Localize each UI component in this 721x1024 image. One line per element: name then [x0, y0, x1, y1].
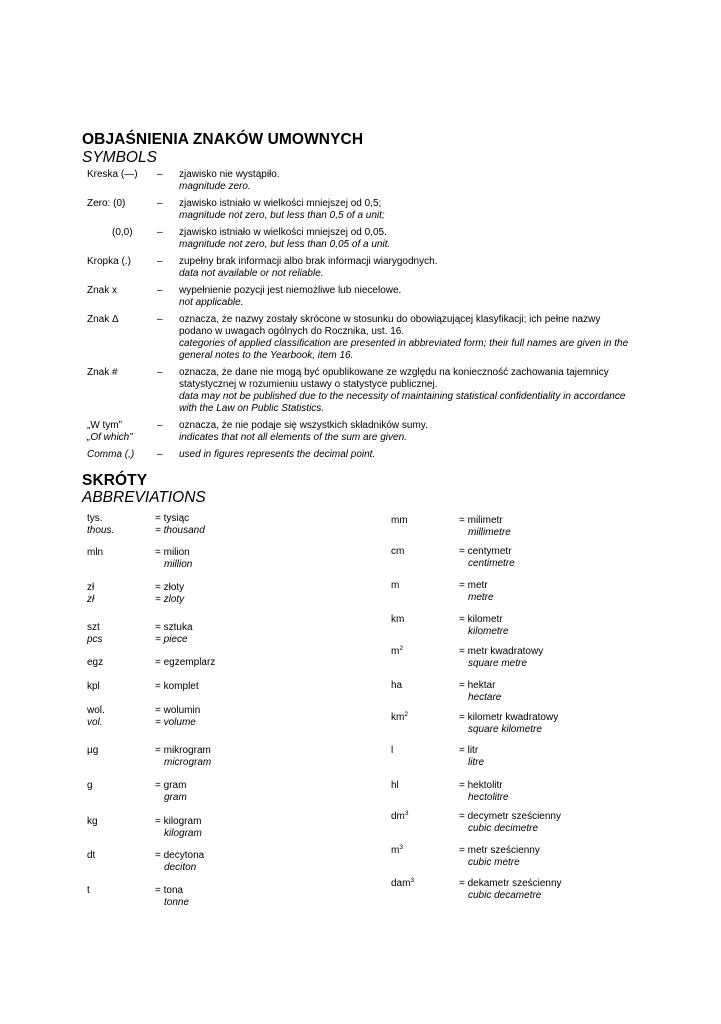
abbreviation-code: wol.	[87, 705, 105, 716]
abbreviation-definition	[155, 816, 202, 840]
abbreviation-definition-en: tonne	[164, 897, 190, 908]
abbreviation-definition	[459, 546, 515, 570]
abbreviations-subtitle: ABBREVIATIONS	[82, 489, 206, 506]
abbreviation-definition	[459, 745, 484, 769]
symbol-desc-en: not applicable.	[179, 297, 244, 308]
abbreviation-definition	[459, 878, 562, 902]
abbreviation-definition-pl: = kilogram	[155, 816, 202, 827]
symbol-desc-en: used in figures represents the decimal point.	[179, 449, 376, 460]
abbreviation-code: dt	[87, 850, 96, 861]
abbreviation-code: m	[391, 646, 400, 657]
dash: –	[157, 367, 163, 378]
abbreviation-definition-pl: = kilometr	[459, 614, 503, 625]
dash: –	[157, 285, 163, 296]
dash: –	[157, 420, 163, 431]
abbreviation-exponent: 2	[404, 711, 408, 718]
abbreviation-definition	[155, 681, 199, 693]
abbreviation-definition-pl: = hektar	[459, 680, 496, 691]
symbol-desc-en: data may not be published due to the necessity of maintaining statistical confidentiality in accordance	[179, 391, 626, 402]
symbol-desc-en: general notes to the Yearbook, item 16.	[179, 350, 354, 361]
abbreviation-code-group	[87, 513, 114, 537]
abbreviation-definition-pl: = dekametr sześcienny	[459, 878, 562, 889]
abbreviation-code-group	[87, 547, 103, 559]
symbol-row-znak-hash	[87, 367, 637, 415]
abbreviation-definition	[155, 657, 215, 669]
abbreviation-code-group	[87, 780, 93, 792]
abbreviation-definition-pl: = centymetr	[459, 546, 512, 557]
symbol-desc-en: magnitude not zero, but less than 0,5 of a unit;	[179, 210, 385, 221]
abbreviation-definition-en: = zloty	[155, 594, 185, 605]
symbol-row-zero	[87, 198, 637, 222]
symbol-desc-en: data not available or not reliable.	[179, 268, 324, 279]
abbreviation-code: kg	[87, 816, 98, 827]
abbreviation-code: dm	[391, 811, 405, 822]
symbols-subtitle: SYMBOLS	[82, 149, 157, 166]
abbreviation-code-group	[87, 657, 103, 669]
dash: –	[157, 449, 163, 460]
symbol-desc-pl: zjawisko istniało w wielkości mniejszej od 0,05.	[179, 227, 387, 238]
abbreviation-definition	[155, 513, 205, 537]
symbol-label-en: „Of which”	[87, 432, 133, 443]
abbreviation-code: µg	[87, 745, 99, 756]
abbreviation-definition-pl: = tona	[155, 885, 184, 896]
abbreviation-definition-en: million	[164, 559, 193, 570]
abbreviation-definition-pl: = metr kwadratowy	[459, 646, 544, 657]
abbreviation-code-group	[87, 705, 105, 729]
symbol-desc-en: indicates that not all elements of the sum are given.	[179, 432, 407, 443]
abbreviation-definition-pl: = milimetr	[459, 515, 503, 526]
abbreviation-definition	[459, 614, 509, 638]
abbreviation-definition	[459, 680, 501, 704]
dash: –	[157, 314, 163, 325]
symbol-label: „W tym”	[87, 420, 122, 431]
abbreviation-definition	[459, 580, 494, 604]
symbol-desc-pl: statystycznej w rozumieniu ustawy o statystyce publicznej.	[179, 379, 438, 390]
abbreviation-definition-pl: = metr sześcienny	[459, 845, 540, 856]
abbreviation-code-group	[87, 850, 95, 862]
symbol-desc-en: with the Law on Public Statistics.	[179, 403, 325, 414]
abbreviation-code-en: vol.	[87, 717, 103, 728]
abbreviation-definition-pl: = metr	[459, 580, 488, 591]
abbreviation-code: hl	[391, 780, 399, 791]
abbreviation-definition-en: = thousand	[155, 525, 205, 536]
abbreviation-definition-en: deciton	[164, 862, 197, 873]
abbreviation-definition-en: cubic metre	[468, 857, 520, 868]
symbol-desc-en: magnitude zero.	[179, 181, 251, 192]
abbreviation-definition-en: gram	[164, 792, 187, 803]
abbreviation-definition	[155, 547, 192, 571]
abbreviation-definition-pl: = egzemplarz	[155, 657, 216, 668]
dash: –	[157, 198, 163, 209]
abbreviation-code: kpl	[87, 681, 100, 692]
abbreviation-code-group	[87, 681, 100, 693]
abbreviation-code: t	[87, 885, 90, 896]
abbreviation-code-group	[391, 811, 409, 823]
symbol-desc-pl: zjawisko istniało w wielkości mniejszej od 0,5;	[179, 198, 382, 209]
abbreviation-definition-en: millimetre	[468, 527, 511, 538]
abbreviation-definition	[155, 705, 200, 729]
abbreviation-code: m	[391, 845, 400, 856]
abbreviation-code-group	[87, 885, 90, 897]
symbol-row-znak-x	[87, 285, 637, 309]
abbreviation-definition	[155, 622, 193, 646]
abbreviation-exponent: 3	[404, 810, 409, 817]
abbreviation-code: g	[87, 780, 93, 791]
abbreviation-code: km	[391, 712, 405, 723]
abbreviation-code-en: thous.	[87, 525, 115, 536]
abbreviation-definition-en: kilometre	[468, 626, 509, 637]
abbreviation-code: dam	[391, 878, 411, 889]
abbreviation-definition-en: hectare	[468, 692, 502, 703]
dash: –	[157, 227, 163, 238]
abbreviation-definition-pl: = komplet	[155, 681, 199, 692]
abbreviation-definition-en: microgram	[164, 757, 212, 768]
abbreviation-definition-pl: = kilometr kwadratowy	[459, 712, 559, 723]
abbreviation-code: mm	[391, 515, 408, 526]
abbreviation-definition-en: kilogram	[164, 828, 202, 839]
abbreviation-definition-pl: = tysiąc	[155, 513, 190, 524]
abbreviation-code: szt	[87, 622, 100, 633]
abbreviation-code-group	[391, 515, 408, 527]
symbol-desc-pl: oznacza, że nazwy zostały skrócone w stosunku do obowiązującej klasyfikacji; ich pełne nazwy	[179, 314, 601, 325]
abbreviation-definition	[155, 780, 187, 804]
abbreviation-definition-en: square metre	[468, 658, 527, 669]
abbreviation-code-en: pcs	[87, 634, 103, 645]
abbreviation-code-group	[87, 745, 98, 757]
abbreviation-definition-pl: = złoty	[155, 582, 185, 593]
abbreviations-title: SKRÓTY	[82, 472, 148, 489]
abbreviation-code: egz	[87, 657, 104, 668]
abbreviation-code-group	[391, 712, 408, 724]
dash: –	[157, 169, 163, 180]
abbreviation-code-group	[87, 622, 103, 646]
symbol-desc-pl: zjawisko nie wystąpiło.	[179, 169, 280, 180]
abbreviation-definition	[459, 712, 558, 736]
symbol-row-kreska	[87, 169, 637, 193]
symbol-label: Kropka (.)	[87, 256, 131, 267]
symbol-desc-pl: podano w uwagach ogólnych do Rocznika, ust. 16.	[179, 326, 405, 337]
abbreviation-definition-en: centimetre	[468, 558, 515, 569]
abbreviation-exponent: 2	[399, 645, 403, 652]
abbreviation-exponent: 3	[399, 844, 403, 851]
abbreviation-definition-pl: = wolumin	[155, 705, 201, 716]
abbreviation-code: m	[391, 580, 400, 591]
symbol-desc-en: categories of applied classification are presented in abbreviated form; their full names are given in the	[179, 338, 629, 349]
abbreviation-definition	[459, 780, 509, 804]
abbreviation-definition-pl: = mikrogram	[155, 745, 211, 756]
abbreviation-definition	[459, 646, 543, 670]
symbol-row-zero-decimal	[87, 227, 637, 251]
symbols-title: OBJAŚNIENIA ZNAKÓW UMOWNYCH	[82, 131, 364, 148]
symbol-label: Znak Δ	[87, 314, 119, 325]
symbol-row-comma	[87, 449, 637, 461]
dash: –	[157, 256, 163, 267]
symbol-label: Znak x	[87, 285, 118, 296]
abbreviation-definition	[459, 845, 540, 869]
abbreviation-definition	[155, 850, 204, 874]
symbol-row-w-tym	[87, 420, 637, 444]
abbreviation-definition-pl: = hektolitr	[459, 780, 503, 791]
abbreviation-code-group	[87, 582, 94, 606]
abbreviation-code-group	[391, 745, 393, 757]
abbreviation-code-group	[391, 580, 399, 592]
abbreviation-definition-en: cubic decametre	[468, 890, 542, 901]
abbreviation-code: l	[391, 745, 394, 756]
symbol-label: Zero: (0)	[87, 198, 126, 209]
abbreviation-code: km	[391, 614, 405, 625]
abbreviation-code-group	[391, 878, 414, 890]
abbreviation-definition-en: square kilometre	[468, 724, 542, 735]
abbreviation-code-group	[87, 816, 98, 828]
abbreviation-code-group	[391, 646, 403, 658]
abbreviation-code-group	[391, 680, 402, 692]
abbreviation-definition	[155, 885, 189, 909]
symbol-label: (0,0)	[112, 227, 133, 238]
symbol-desc-pl: zupełny brak informacji albo brak informacji wiarygodnych.	[179, 256, 438, 267]
abbreviation-code: tys.	[87, 513, 103, 524]
symbol-desc-pl: oznacza, że nie podaje się wszystkich składników sumy.	[179, 420, 428, 431]
abbreviation-definition-en: metre	[468, 592, 494, 603]
abbreviation-code: zł	[87, 582, 95, 593]
abbreviation-definition-pl: = sztuka	[155, 622, 193, 633]
abbreviation-definition	[155, 582, 184, 606]
abbreviation-definition	[155, 745, 211, 769]
abbreviation-definition-en: = piece	[155, 634, 188, 645]
abbreviation-definition-en: litre	[468, 757, 485, 768]
abbreviation-definition-en: cubic decimetre	[468, 823, 539, 834]
abbreviation-definition-pl: = milion	[155, 547, 190, 558]
abbreviation-definition	[459, 515, 511, 539]
abbreviation-code-en: zł	[87, 594, 95, 605]
abbreviation-code-group	[391, 614, 404, 626]
symbol-label-group	[87, 420, 133, 444]
abbreviation-definition-pl: = litr	[459, 745, 479, 756]
abbreviation-code: ha	[391, 680, 403, 691]
abbreviation-definition-en: = volume	[155, 717, 196, 728]
symbol-desc-pl: oznacza, że dane nie mogą być opublikowane ze względu na konieczność zachowania tajemnicy	[179, 367, 609, 378]
abbreviation-definition	[459, 811, 561, 835]
abbreviation-code-group	[391, 546, 404, 558]
symbol-label: Comma (,)	[87, 449, 135, 460]
abbreviation-definition-en: hectolitre	[468, 792, 509, 803]
abbreviation-definition-pl: = gram	[155, 780, 187, 791]
symbol-row-znak-delta	[87, 314, 637, 362]
abbreviation-code: mln	[87, 547, 104, 558]
abbreviation-code-group	[391, 780, 399, 792]
symbol-label: Kreska (—)	[87, 169, 138, 180]
abbreviation-exponent: 3	[410, 877, 415, 884]
symbol-row-kropka	[87, 256, 637, 280]
symbol-label: Znak #	[87, 367, 118, 378]
abbreviation-definition-pl: = decymetr sześcienny	[459, 811, 561, 822]
symbol-desc-en: magnitude not zero, but less than 0,05 of a unit.	[179, 239, 391, 250]
abbreviation-code-group	[391, 845, 403, 857]
abbreviation-definition-pl: = decytona	[155, 850, 205, 861]
abbreviation-code: cm	[391, 546, 405, 557]
symbol-desc-pl: wypełnienie pozycji jest niemożliwe lub niecelowe.	[179, 285, 402, 296]
